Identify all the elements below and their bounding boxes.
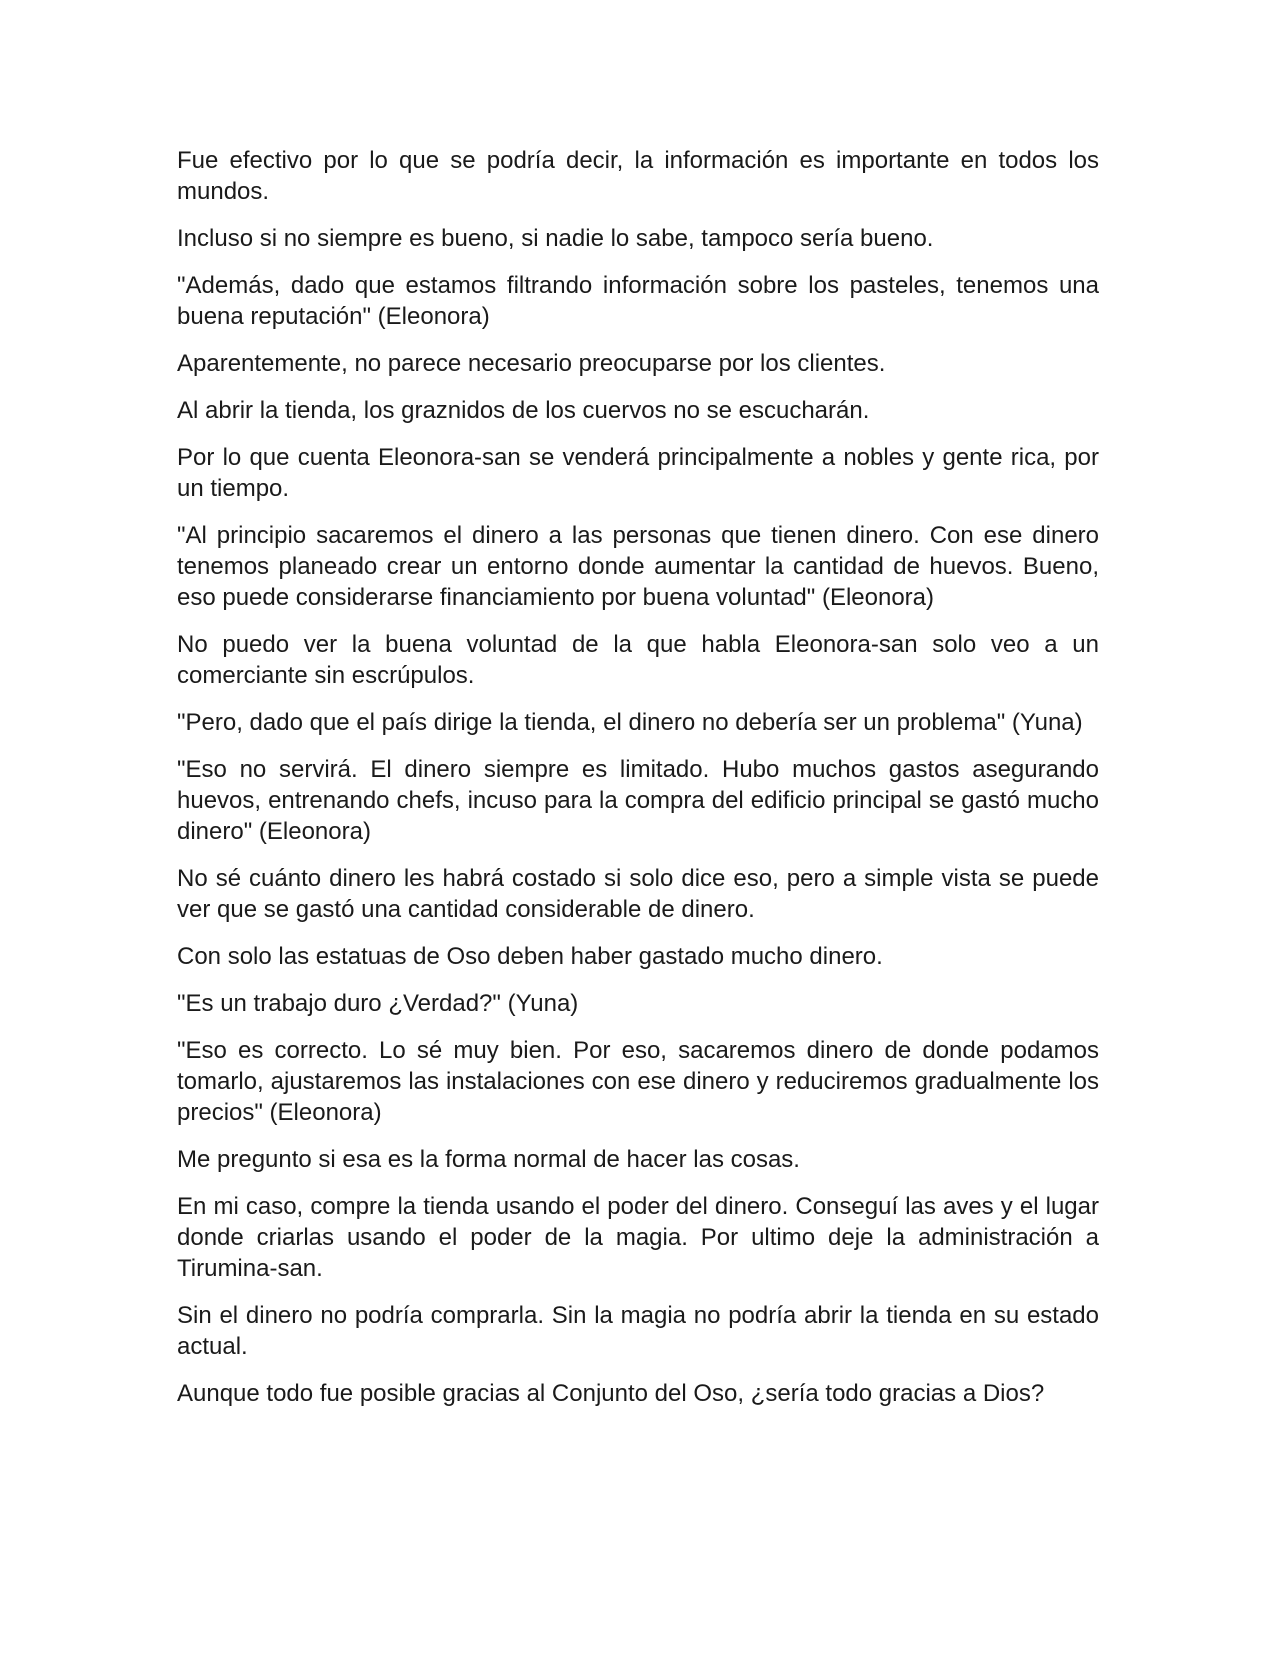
paragraph: No puedo ver la buena voluntad de la que habla Eleonora-san solo veo a un comerciante sin escrúpulos. (177, 631, 1099, 689)
paragraph: En mi caso, compre la tienda usando el poder del dinero. Conseguí las aves y el lugar donde criarlas usando el poder de la magia. Por ultimo deje la administración a Tirumina-san. (177, 1193, 1099, 1282)
paragraph: Me pregunto si esa es la forma normal de hacer las cosas. (177, 1146, 800, 1173)
paragraph: Al abrir la tienda, los graznidos de los cuervos no se escucharán. (177, 397, 870, 424)
paragraph: "Eso no servirá. El dinero siempre es limitado. Hubo muchos gastos asegurando huevos, entrenando chefs, incuso para la compra del edificio principal se gastó mucho dinero" (Eleonora) (177, 756, 1099, 845)
paragraph: "Eso es correcto. Lo sé muy bien. Por eso, sacaremos dinero de donde podamos tomarlo, ajustaremos las instalaciones con ese dinero y reduciremos gradualmente los precios" (Eleonora) (177, 1037, 1099, 1126)
document-page (177, 145, 1099, 1425)
paragraph: "Al principio sacaremos el dinero a las personas que tienen dinero. Con ese dinero tenemos planeado crear un entorno donde aumentar la cantidad de huevos. Bueno, eso puede considerarse financiamiento por buena voluntad" (Eleonora) (177, 522, 1099, 611)
paragraph: Por lo que cuenta Eleonora-san se venderá principalmente a nobles y gente rica, por un tiempo. (177, 444, 1099, 502)
paragraph: Sin el dinero no podría comprarla. Sin la magia no podría abrir la tienda en su estado actual. (177, 1302, 1099, 1360)
paragraph: "Es un trabajo duro ¿Verdad?" (Yuna) (177, 990, 579, 1017)
paragraph: Incluso si no siempre es bueno, si nadie lo sabe, tampoco sería bueno. (177, 225, 934, 252)
paragraph: "Además, dado que estamos filtrando información sobre los pasteles, tenemos una buena reputación" (Eleonora) (177, 272, 1099, 330)
paragraph: "Pero, dado que el país dirige la tienda, el dinero no debería ser un problema" (Yuna) (177, 709, 1083, 736)
paragraph: No sé cuánto dinero les habrá costado si solo dice eso, pero a simple vista se puede ver que se gastó una cantidad considerable de dinero. (177, 865, 1099, 923)
paragraph: Con solo las estatuas de Oso deben haber gastado mucho dinero. (177, 943, 883, 970)
paragraph: Fue efectivo por lo que se podría decir, la información es importante en todos los mundos. (177, 147, 1099, 205)
paragraph: Aunque todo fue posible gracias al Conjunto del Oso, ¿sería todo gracias a Dios? (177, 1380, 1045, 1407)
paragraph: Aparentemente, no parece necesario preocuparse por los clientes. (177, 350, 886, 377)
